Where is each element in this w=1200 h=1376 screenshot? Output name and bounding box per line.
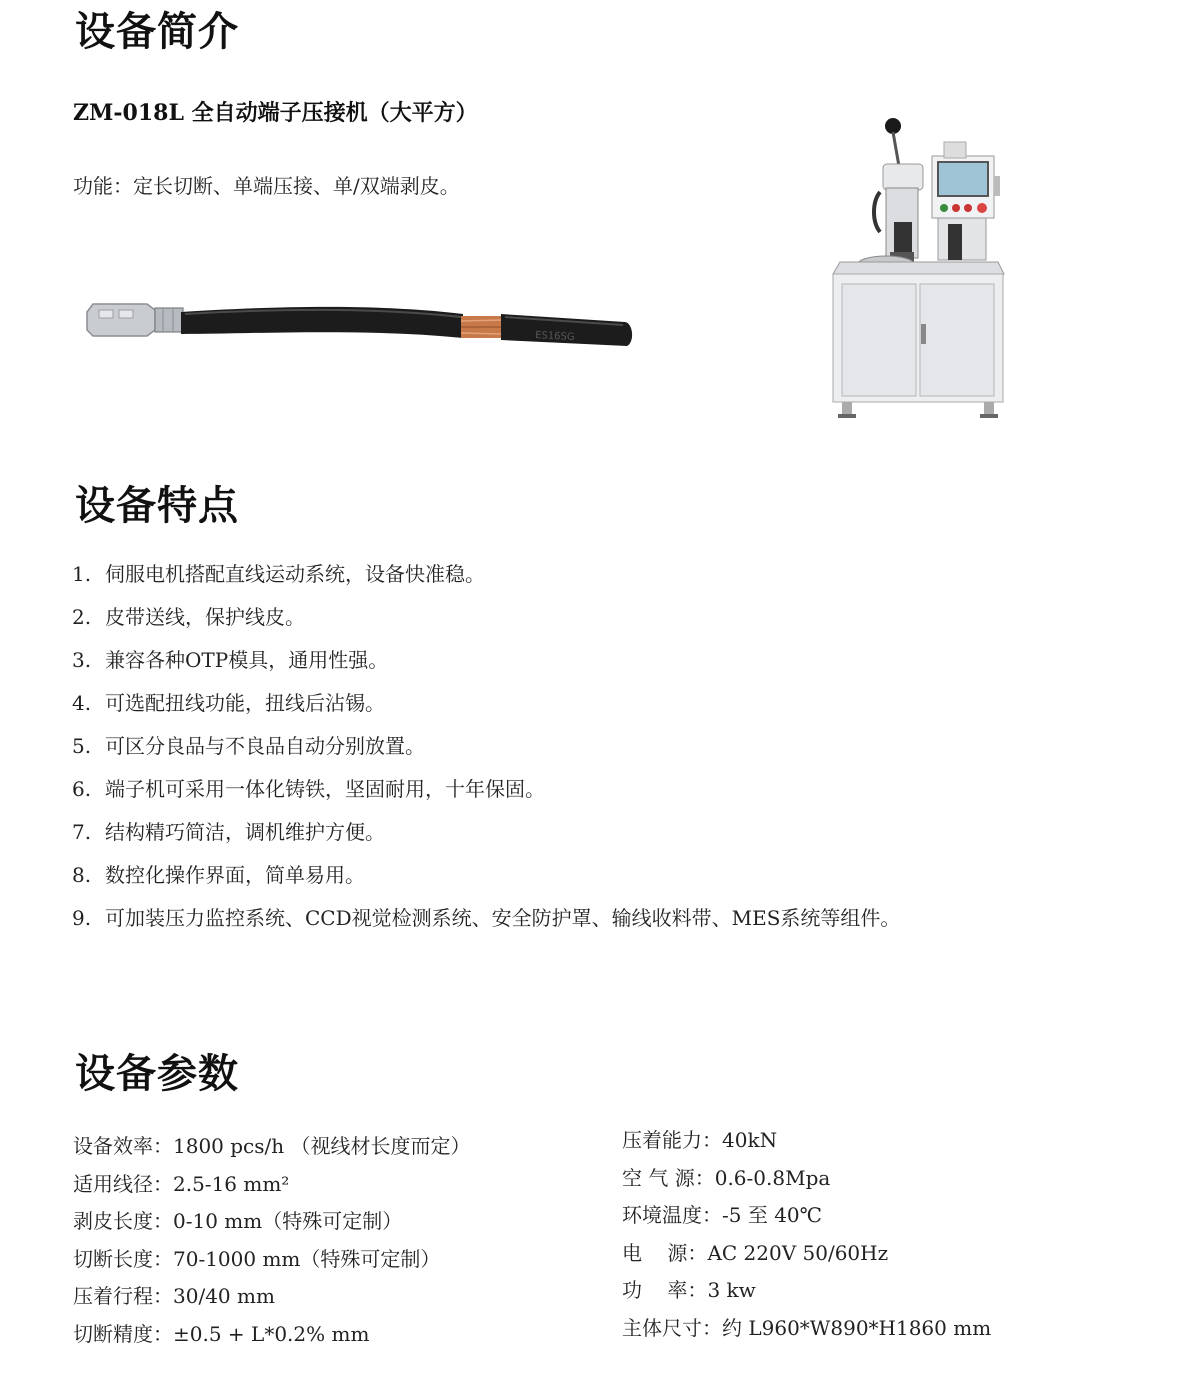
param-row <box>622 1315 991 1353</box>
param-row <box>73 1283 471 1321</box>
param-row <box>73 1208 471 1246</box>
feature-number: 4. <box>72 691 92 715</box>
param-row <box>622 1202 991 1240</box>
param-label: 切断长度： <box>73 1246 173 1271</box>
crimping-machine-image <box>828 112 1013 424</box>
feature-item <box>72 862 900 905</box>
params-left-list <box>73 1133 471 1358</box>
feature-text: 可加装压力监控系统、CCD视觉检测系统、安全防护罩、输线收料带、MES系统等组件。 <box>105 906 901 930</box>
param-label: 电 源： <box>622 1240 708 1265</box>
param-value: 0-10 mm（特殊可定制） <box>173 1209 403 1233</box>
param-value: 30/40 mm <box>173 1284 275 1308</box>
feature-item <box>72 819 900 862</box>
feature-item <box>72 733 900 776</box>
param-row <box>622 1165 991 1203</box>
feature-item <box>72 690 900 733</box>
feature-number: 8. <box>72 863 92 887</box>
param-value: 1800 pcs/h （视线材长度而定） <box>173 1134 471 1158</box>
lever-knob-icon <box>885 118 901 134</box>
feature-text: 结构精巧简洁，调机维护方便。 <box>105 820 385 844</box>
stop-button-icon <box>977 203 987 213</box>
param-row <box>73 1246 471 1284</box>
feature-text: 兼容各种OTP模具，通用性强。 <box>105 648 389 672</box>
intro-title: 设备简介 <box>75 9 239 55</box>
feature-number: 1. <box>72 562 92 586</box>
param-row <box>73 1321 471 1359</box>
param-value: 3 kw <box>707 1278 756 1302</box>
param-label: 环境温度： <box>622 1203 722 1227</box>
touch-screen <box>938 162 988 196</box>
param-label: 剥皮长度： <box>73 1209 173 1233</box>
feature-item <box>72 776 900 819</box>
feature-text: 数控化操作界面，简单易用。 <box>105 863 365 887</box>
features-title: 设备特点 <box>75 483 239 529</box>
model-name: ZM-018L 全自动端子压接机（大平方） <box>73 100 478 126</box>
param-label: 切断精度： <box>73 1321 173 1346</box>
param-label: 压着行程： <box>73 1284 173 1308</box>
param-row <box>622 1277 991 1315</box>
feature-number: 9. <box>72 906 92 930</box>
feature-number: 7. <box>72 820 92 844</box>
feature-number: 5. <box>72 734 92 758</box>
param-label: 空 气 源： <box>622 1165 715 1190</box>
function-text: 功能：定长切断、单端压接、单/双端剥皮。 <box>73 174 460 198</box>
param-value: ±0.5 + L*0.2% mm <box>173 1321 370 1346</box>
param-label: 设备效率： <box>73 1134 173 1158</box>
feature-item <box>72 647 900 690</box>
param-value: 40kN <box>722 1128 778 1152</box>
params-right-list <box>622 1127 991 1352</box>
param-value: AC 220V 50/60Hz <box>707 1240 889 1265</box>
feature-text: 可区分良品与不良品自动分别放置。 <box>105 734 425 758</box>
feature-item <box>72 905 900 948</box>
param-row <box>73 1171 471 1209</box>
feature-number: 3. <box>72 648 92 672</box>
feature-item <box>72 604 900 647</box>
param-label: 适用线径： <box>73 1171 173 1196</box>
copper-strands <box>461 316 503 338</box>
crimped-cable-image <box>85 290 645 360</box>
terminal-icon <box>87 304 183 336</box>
param-value: 2.5-16 mm² <box>173 1171 290 1196</box>
param-value: 70-1000 mm（特殊可定制） <box>173 1246 441 1271</box>
feature-number: 6. <box>72 777 92 801</box>
params-title: 设备参数 <box>75 1051 239 1097</box>
param-row <box>73 1133 471 1171</box>
param-label: 功 率： <box>622 1278 708 1302</box>
param-value: 约 L960*W890*H1860 mm <box>722 1315 992 1340</box>
feature-text: 可选配扭线功能，扭线后沾锡。 <box>105 691 385 715</box>
param-value: -5 至 40℃ <box>722 1203 823 1227</box>
param-row <box>622 1240 991 1278</box>
feature-text: 端子机可采用一体化铸铁，坚固耐用，十年保固。 <box>105 777 545 801</box>
param-row <box>622 1127 991 1165</box>
param-value: 0.6-0.8Mpa <box>714 1165 831 1190</box>
feature-list <box>72 561 900 948</box>
param-label: 压着能力： <box>622 1128 722 1152</box>
feature-number: 2. <box>72 605 92 629</box>
feature-item <box>72 561 900 604</box>
feature-text: 伺服电机搭配直线运动系统，设备快准稳。 <box>105 562 485 586</box>
feature-text: 皮带送线，保护线皮。 <box>105 605 305 629</box>
param-label: 主体尺寸： <box>622 1315 722 1340</box>
wire-marking: ES16SG <box>534 330 575 344</box>
